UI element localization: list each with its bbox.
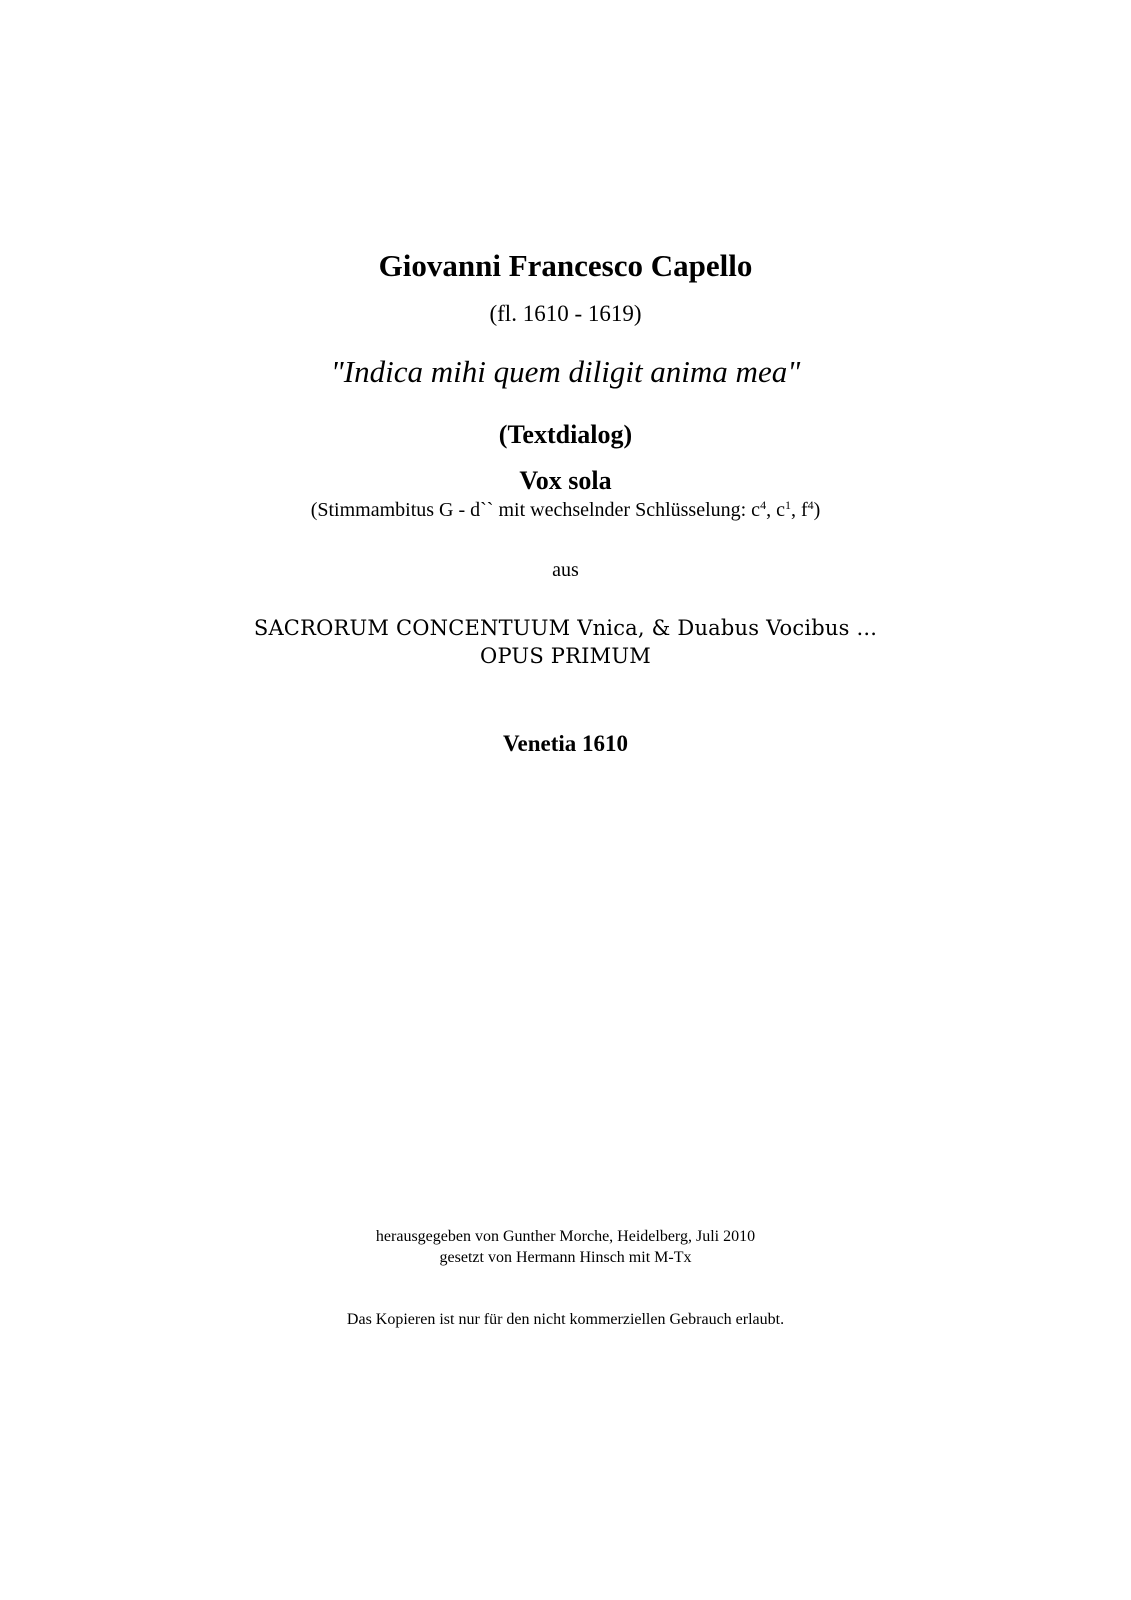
editor-credit: herausgegeben von Gunther Morche, Heidelberg, Juli 2010 — [375, 1228, 756, 1245]
voice-range — [0, 500, 1131, 520]
clef-superscript: 4 — [807, 498, 814, 512]
source-title: SACRORUM CONCENTUUM Vnica, & Duabus Vocibus ... — [253, 616, 878, 640]
copy-notice: Das Kopieren ist nur für den nicht kommerziellen Gebrauch erlaubt. — [346, 1311, 785, 1328]
place-year: Venetia 1610 — [502, 731, 628, 756]
voice-range-suffix: ) — [813, 499, 821, 521]
voice-range-separator: , f — [790, 499, 808, 521]
voice-range-separator: , c — [766, 499, 785, 521]
work-title: "Indica mihi quem diligit anima mea" — [330, 354, 801, 389]
voicing: Vox sola — [519, 466, 612, 495]
composer-name: Giovanni Francesco Capello — [378, 248, 753, 283]
typesetter-credit: gesetzt von Hermann Hinsch mit M-Tx — [439, 1249, 692, 1266]
work-genre: (Textdialog) — [498, 420, 633, 449]
clef-superscript: 1 — [784, 498, 791, 512]
from-label: aus — [552, 559, 579, 581]
voice-range-prefix: (Stimmambitus G - d`` mit wechselnder Schlüsselung: c — [310, 499, 761, 521]
clef-superscript: 4 — [760, 498, 767, 512]
composer-dates: (fl. 1610 - 1619) — [489, 301, 642, 326]
source-opus: OPUS PRIMUM — [480, 644, 651, 668]
